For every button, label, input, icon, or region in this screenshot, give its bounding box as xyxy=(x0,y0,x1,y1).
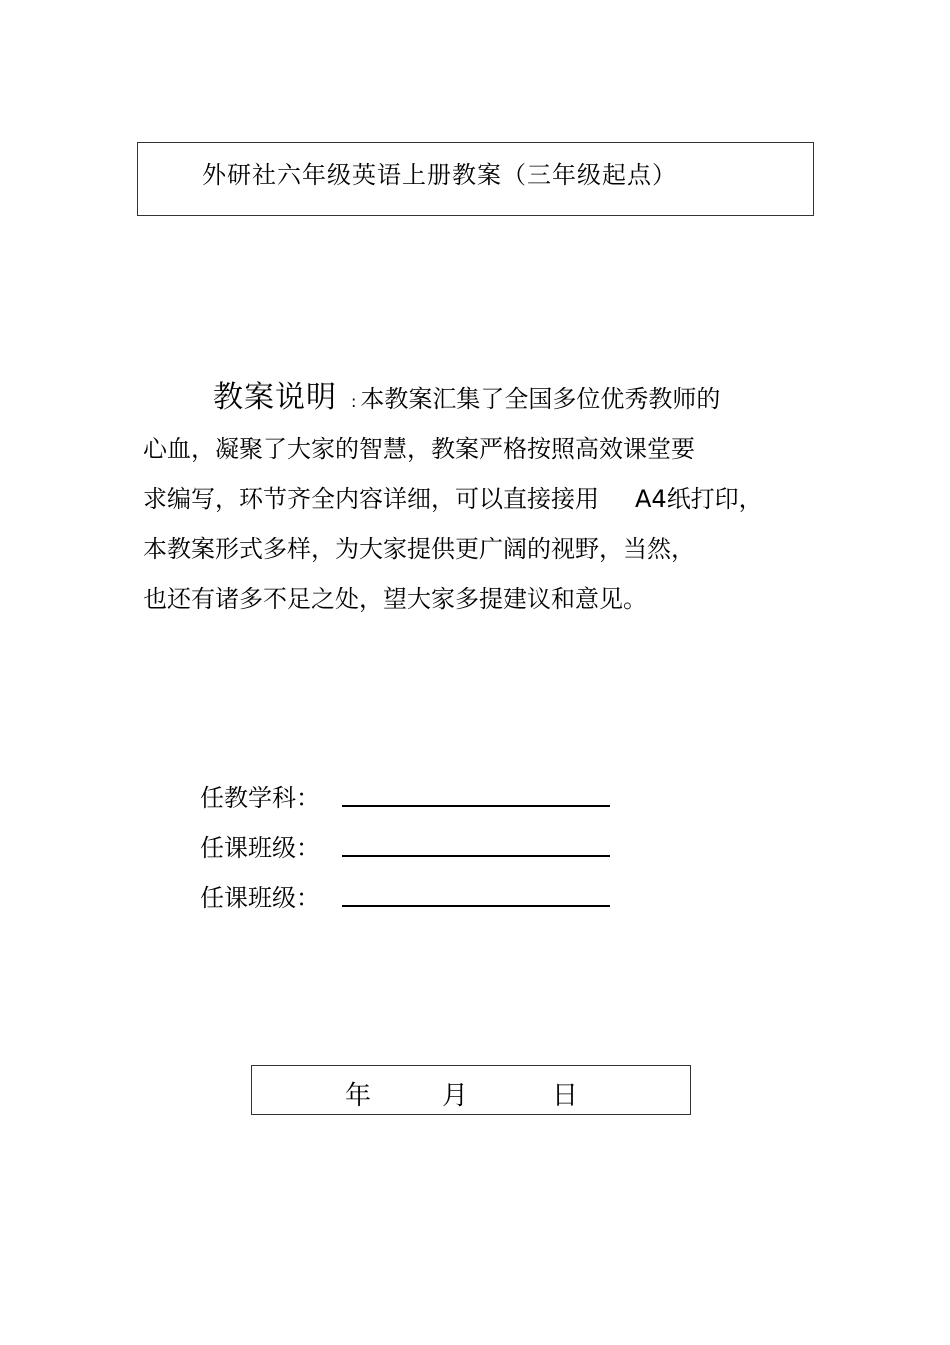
teacher-info-fields xyxy=(200,770,610,920)
description-text: A4纸打印， xyxy=(635,485,763,513)
description-block xyxy=(143,372,823,624)
description-text: 求编写，环节齐全内容详细，可以直接接用 xyxy=(143,485,599,513)
fill-in-blank[interactable] xyxy=(342,905,610,907)
description-line-4: 本教案形式多样，为大家提供更广阔的视野，当然， xyxy=(143,535,695,563)
field-label: 任课班级： xyxy=(200,833,320,862)
description-line-1 xyxy=(143,372,823,424)
field-subject xyxy=(200,770,610,820)
document-title: 外研社六年级英语上册教案（三年级起点） xyxy=(202,161,677,189)
fill-in-blank[interactable] xyxy=(342,805,610,807)
field-label: 任教学科： xyxy=(200,783,320,812)
description-line-3 xyxy=(143,474,823,524)
description-line-2: 心血，凝聚了大家的智慧，教案严格按照高效课堂要 xyxy=(143,435,695,463)
description-colon: : xyxy=(351,392,357,411)
description-heading: 教案说明 xyxy=(213,380,337,415)
date-year: 年 xyxy=(345,1081,372,1111)
date-box xyxy=(251,1065,691,1115)
title-box xyxy=(137,142,814,216)
field-label: 任课班级： xyxy=(200,883,320,912)
field-class xyxy=(200,820,610,870)
description-text: 本教案汇集了全国多位优秀教师的 xyxy=(360,385,721,413)
description-line-5: 也还有诸多不足之处，望大家多提建议和意见。 xyxy=(143,585,647,613)
date-day: 日 xyxy=(552,1081,579,1111)
date-month: 月 xyxy=(442,1081,469,1111)
field-class-2 xyxy=(200,870,610,920)
fill-in-blank[interactable] xyxy=(342,855,610,857)
